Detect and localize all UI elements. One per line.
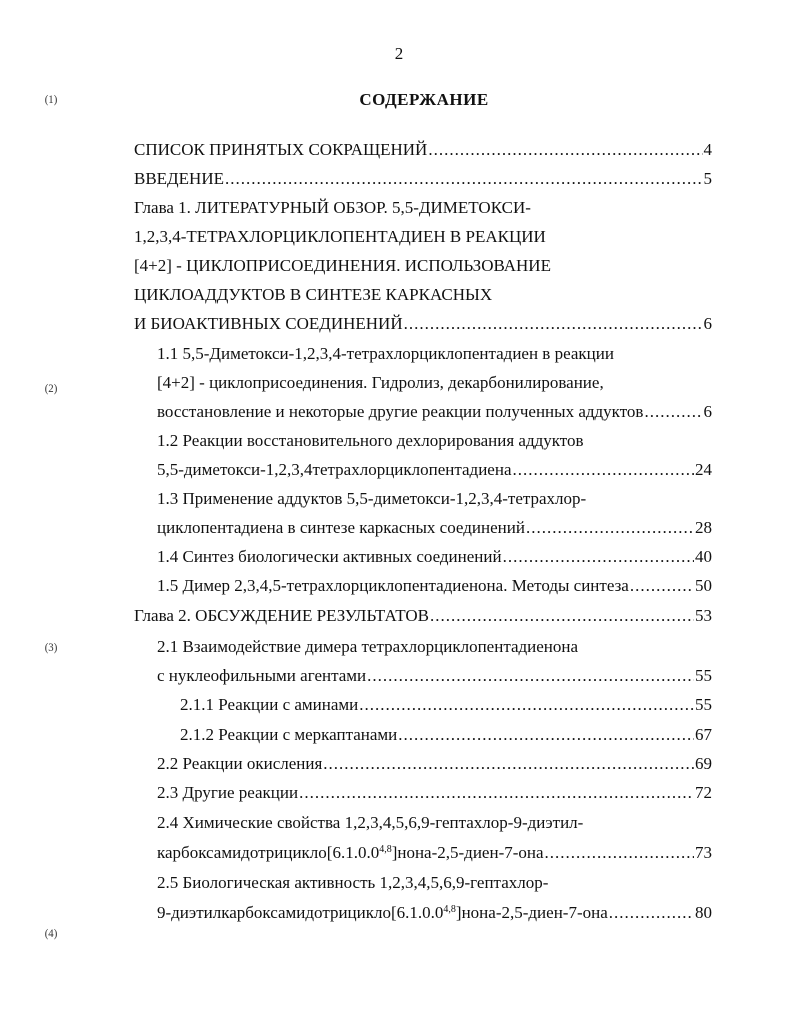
toc-page-number: 40 bbox=[695, 547, 712, 566]
margin-mark: (1) bbox=[44, 92, 58, 106]
page-number: 2 bbox=[394, 44, 404, 63]
margin-mark: (4) bbox=[44, 926, 58, 940]
toc-entry-text: 1.5 Димер 2,3,4,5-тетрахлорциклопентадиенона. Методы синтеза bbox=[157, 576, 629, 595]
toc-entry-text: ЦИКЛОАДДУКТОВ В СИНТЕЗЕ КАРКАСНЫХ bbox=[134, 285, 493, 304]
toc-entry-text: 2.5 Биологическая активность 1,2,3,4,5,6,9-гептахлор- bbox=[157, 873, 549, 892]
toc-entry-text: 1.2 Реакции восстановительного дехлорирования аддуктов bbox=[157, 431, 584, 450]
toc-entry-text: [4+2] - ЦИКЛОПРИСОЕДИНЕНИЯ. ИСПОЛЬЗОВАНИЕ bbox=[134, 256, 551, 275]
toc-page-number: 5 bbox=[703, 169, 712, 188]
toc-entry-text: Глава 2. ОБСУЖДЕНИЕ РЕЗУЛЬТАТОВ bbox=[134, 606, 430, 625]
dot-leader bbox=[609, 898, 694, 927]
toc-entry bbox=[134, 164, 712, 193]
margin-mark: (3) bbox=[44, 640, 58, 654]
toc-entry-continuation bbox=[157, 661, 712, 690]
toc-entry-continuation bbox=[134, 309, 712, 338]
dot-leader bbox=[503, 542, 694, 571]
dot-leader bbox=[430, 601, 694, 630]
dot-leader bbox=[367, 661, 694, 690]
toc-entry-text: 5,5-диметокси-1,2,3,4тетрахлорциклопентадиена bbox=[157, 460, 512, 479]
formula-superscript: 4,8 bbox=[379, 844, 392, 855]
toc-entry-continuation bbox=[157, 898, 712, 927]
toc-entry bbox=[157, 571, 712, 600]
formula-part: ]нона-2,5-диен-7-она bbox=[391, 843, 544, 862]
toc-page-number: 4 bbox=[703, 140, 712, 159]
toc-entry-text: с нуклеофильными агентами bbox=[157, 666, 367, 685]
dot-leader bbox=[545, 838, 694, 867]
toc-entry-text: ВВЕДЕНИЕ bbox=[134, 169, 224, 188]
toc-page-number: 53 bbox=[695, 606, 712, 625]
toc-entry-text: И БИОАКТИВНЫХ СОЕДИНЕНИЙ bbox=[134, 314, 403, 333]
toc-entry-continuation bbox=[157, 455, 712, 484]
toc-entry-text bbox=[157, 898, 608, 927]
toc-page-number: 55 bbox=[695, 666, 712, 685]
toc-page-number: 67 bbox=[695, 725, 712, 744]
toc-entry-text: восстановление и некоторые другие реакции полученных аддуктов bbox=[157, 402, 644, 421]
toc-entry-text: СПИСОК ПРИНЯТЫХ СОКРАЩЕНИЙ bbox=[134, 140, 428, 159]
toc-entry-text: 2.1.2 Реакции с меркаптанами bbox=[180, 725, 398, 744]
toc-entry-text: 1.3 Применение аддуктов 5,5-диметокси-1,2,3,4-тетрахлор- bbox=[157, 489, 587, 508]
toc-page-number: 50 bbox=[695, 576, 712, 595]
toc-entry bbox=[157, 632, 578, 661]
toc-entry-continuation bbox=[157, 368, 604, 397]
toc-entry-text: [4+2] - циклоприсоединения. Гидролиз, декарбонилирование, bbox=[157, 373, 604, 392]
toc-page-number: 6 bbox=[703, 314, 712, 333]
dot-leader bbox=[513, 455, 695, 484]
margin-mark: (2) bbox=[44, 381, 58, 395]
toc-page-number: 69 bbox=[695, 754, 712, 773]
dot-leader bbox=[323, 749, 694, 778]
toc-entry-text: 1,2,3,4-ТЕТРАХЛОРЦИКЛОПЕНТАДИЕН В РЕАКЦИИ bbox=[134, 227, 546, 246]
toc-page-number: 24 bbox=[695, 460, 712, 479]
dot-leader bbox=[644, 397, 702, 426]
formula-part: ]нона-2,5-диен-7-она bbox=[455, 903, 608, 922]
toc-entry bbox=[157, 749, 712, 778]
toc-entry-text bbox=[157, 838, 544, 867]
toc-entry bbox=[157, 778, 712, 807]
dot-leader bbox=[359, 690, 694, 719]
dot-leader bbox=[299, 778, 694, 807]
toc-entry-text: циклопентадиена в синтезе каркасных соединений bbox=[157, 518, 525, 537]
toc-entry bbox=[157, 426, 584, 455]
dot-leader bbox=[630, 571, 694, 600]
toc-page-number: 72 bbox=[695, 783, 712, 802]
toc-page-number: 28 bbox=[695, 518, 712, 537]
toc-entry-text: 1.4 Синтез биологически активных соединений bbox=[157, 547, 502, 566]
dot-leader bbox=[526, 513, 694, 542]
formula-part: 9-диэтилкарбоксамидотрицикло[6.1.0.0 bbox=[157, 903, 444, 922]
page-title: СОДЕРЖАНИЕ bbox=[359, 90, 489, 109]
toc-page-number: 80 bbox=[695, 903, 712, 922]
toc-entry-text: 2.3 Другие реакции bbox=[157, 783, 299, 802]
dot-leader bbox=[398, 720, 694, 749]
toc-entry bbox=[157, 339, 614, 368]
toc-entry bbox=[180, 690, 712, 719]
toc-entry bbox=[157, 484, 586, 513]
toc-entry-text: 2.4 Химические свойства 1,2,3,4,5,6,9-гептахлор-9-диэтил- bbox=[157, 813, 584, 832]
toc-entry-continuation bbox=[134, 222, 546, 251]
toc-entry-text: 2.1.1 Реакции с аминами bbox=[180, 695, 359, 714]
toc-page-number: 6 bbox=[703, 402, 712, 421]
toc-entry bbox=[157, 808, 583, 837]
toc-page-number: 55 bbox=[695, 695, 712, 714]
toc-entry bbox=[157, 868, 548, 897]
toc-entry-text: 2.1 Взаимодействие димера тетрахлорциклопентадиенона bbox=[157, 637, 579, 656]
toc-entry bbox=[134, 601, 712, 630]
toc-entry bbox=[157, 542, 712, 571]
toc-entry-text: 1.1 5,5-Диметокси-1,2,3,4-тетрахлорциклопентадиен в реакции bbox=[157, 344, 614, 363]
toc-entry bbox=[134, 193, 531, 222]
formula-superscript: 4,8 bbox=[443, 904, 456, 915]
toc-entry bbox=[134, 135, 712, 164]
toc-entry-continuation bbox=[134, 280, 492, 309]
dot-leader bbox=[404, 309, 703, 338]
toc-entry-text: 2.2 Реакции окисления bbox=[157, 754, 323, 773]
formula-part: карбоксамидотрицикло[6.1.0.0 bbox=[157, 843, 380, 862]
dot-leader bbox=[428, 135, 702, 164]
toc-page-number: 73 bbox=[695, 843, 712, 862]
toc-entry-continuation bbox=[157, 838, 712, 867]
toc-entry-continuation bbox=[157, 397, 712, 426]
toc-entry-text: Глава 1. ЛИТЕРАТУРНЫЙ ОБЗОР. 5,5-ДИМЕТОКСИ- bbox=[134, 198, 531, 217]
toc-entry bbox=[180, 720, 712, 749]
toc-entry-continuation bbox=[134, 251, 551, 280]
dot-leader bbox=[225, 164, 703, 193]
toc-entry-continuation bbox=[157, 513, 712, 542]
